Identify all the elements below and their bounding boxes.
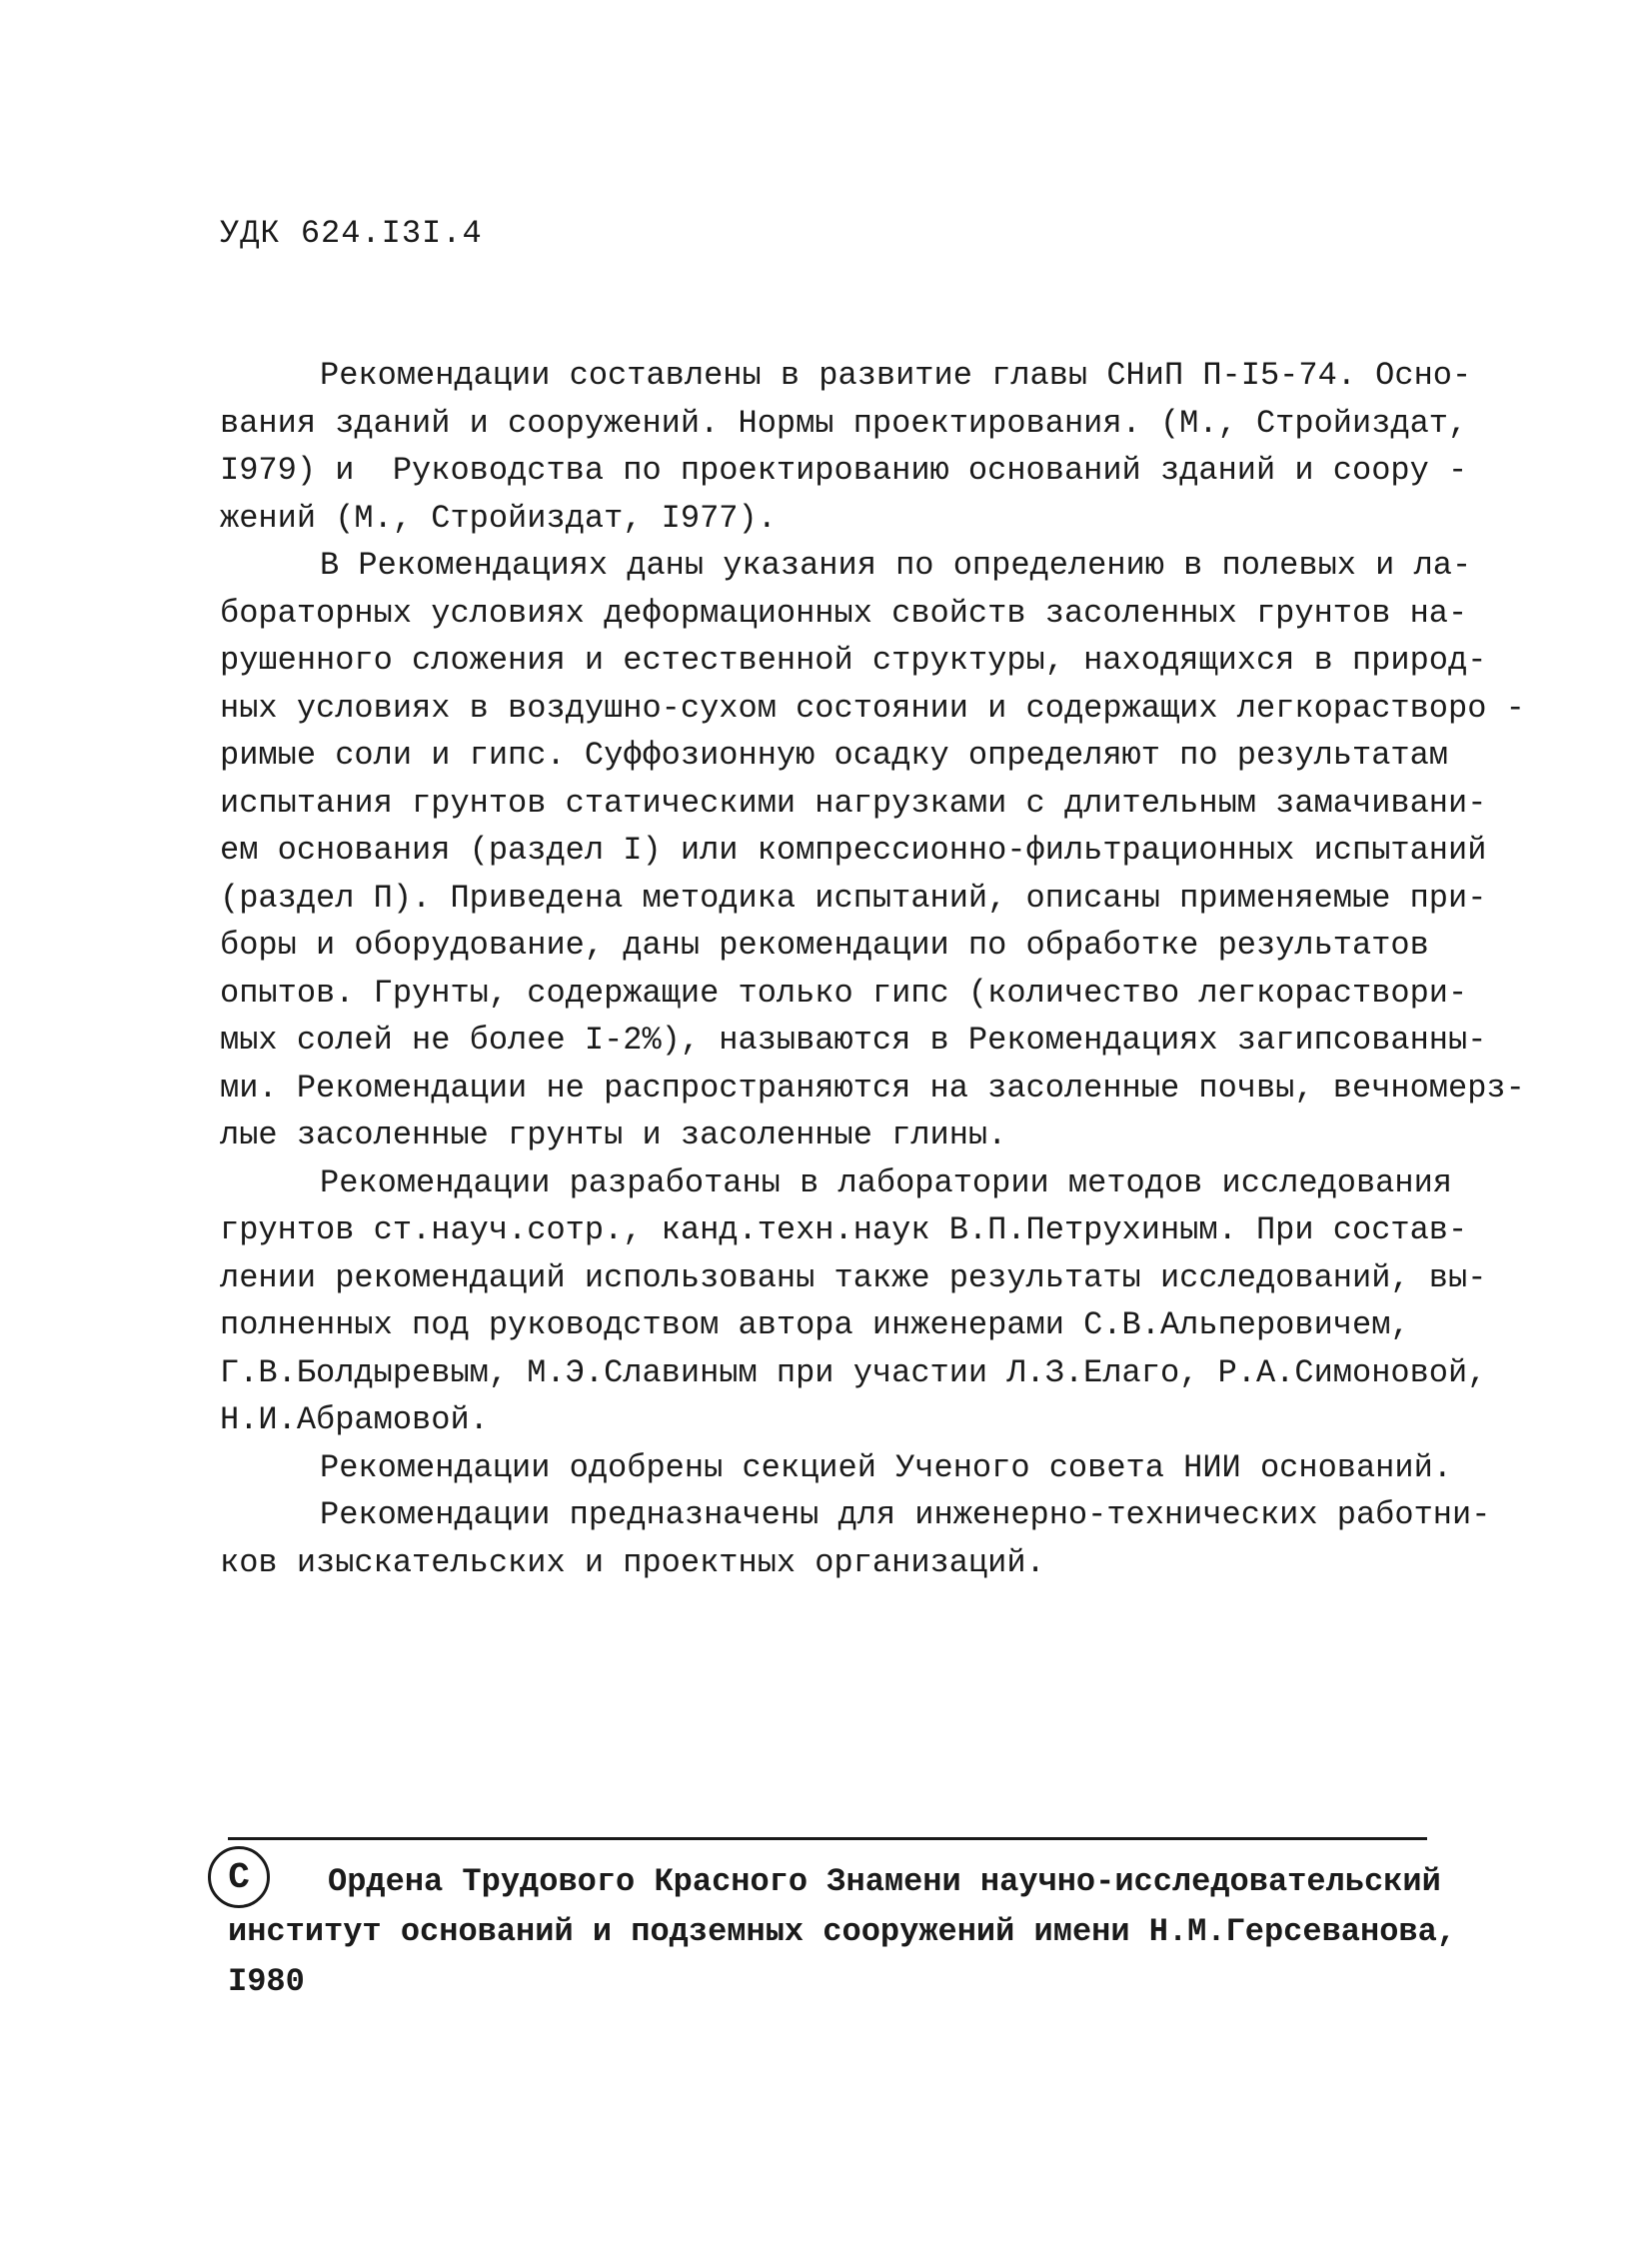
text-line: Рекомендации одобрены секцией Ученого совета НИИ оснований. <box>320 1448 1452 1486</box>
copyright-line: I980 <box>228 1963 305 2000</box>
paragraph-authors <box>220 1159 1509 1444</box>
paragraph-approval <box>220 1444 1509 1492</box>
text-line: жений (М., Стройиздат, I977). <box>220 499 777 537</box>
text-line: бораторных условиях деформационных свойств засоленных грунтов на- <box>220 594 1468 632</box>
udk-code: УДК 624.I3I.4 <box>220 215 483 252</box>
copyright-line: Ордена Трудового Красного Знамени научно-исследовательский <box>328 1863 1441 1900</box>
text-line: грунтов ст.науч.сотр., канд.техн.наук В.П.Петрухиным. При состав- <box>220 1211 1468 1248</box>
text-line: Рекомендации разработаны в лаборатории методов исследования <box>320 1163 1452 1201</box>
copyright-notice <box>228 1857 1507 2007</box>
text-line: рушенного сложения и естественной структуры, находящихся в природ- <box>220 642 1487 679</box>
text-line: (раздел П). Приведена методика испытаний, описаны применяемые при- <box>220 879 1487 917</box>
paragraph-scope <box>220 542 1525 1159</box>
copyright-line: институт оснований и подземных сооружений имени Н.М.Герсеванова, <box>228 1913 1456 1950</box>
text-line: опытов. Грунты, содержащие только гипс (количество легкораствори- <box>220 974 1468 1012</box>
text-line: Г.В.Болдыревым, М.Э.Славиным при участии Л.З.Елаго, Р.А.Симоновой, <box>220 1353 1487 1391</box>
paragraph-intro <box>220 352 1509 542</box>
copyright-icon: С <box>208 1846 270 1908</box>
text-line: лые засоленные грунты и засоленные глины. <box>220 1117 1007 1153</box>
text-line: мых солей не более I-2%), называются в Рекомендациях загипсованны- <box>220 1022 1487 1059</box>
text-line: В Рекомендациях даны указания по определению в полевых и ла- <box>320 547 1472 584</box>
text-line: Рекомендации предназначены для инженерно-технических работни- <box>320 1496 1491 1533</box>
text-line: Н.И.Абрамовой. <box>220 1401 489 1438</box>
paragraph-audience <box>220 1491 1509 1586</box>
text-line: ных условиях в воздушно-сухом состоянии и содержащих легкорастворо - <box>220 689 1525 727</box>
text-line: I979) и Руководства по проектированию оснований зданий и соору - <box>220 452 1468 489</box>
text-line: ми. Рекомендации не распространяются на засоленные почвы, вечномерз- <box>220 1069 1525 1107</box>
text-line: лении рекомендаций использованы также результаты исследований, вы- <box>220 1258 1487 1296</box>
document-body <box>220 352 1525 1586</box>
text-line: римые соли и гипс. Суффозионную осадку определяют по результатам <box>220 737 1448 774</box>
text-line: испытания грунтов статическими нагрузками с длительным замачивани- <box>220 784 1487 822</box>
text-line: вания зданий и сооружений. Нормы проектирования. (М., Стройиздат, <box>220 404 1468 442</box>
text-line: ем основания (раздел I) или компрессионно-фильтрационных испытаний <box>220 832 1487 869</box>
text-line: ков изыскательских и проектных организаций. <box>220 1543 1045 1581</box>
text-line: боры и оборудование, даны рекомендации по обработке результатов <box>220 927 1429 964</box>
footer-divider <box>228 1837 1427 1840</box>
text-line: Рекомендации составлены в развитие главы СНиП П-I5-74. Осно- <box>320 357 1472 394</box>
text-line: полненных под руководством автора инженерами С.В.Альперовичем, <box>220 1306 1410 1343</box>
